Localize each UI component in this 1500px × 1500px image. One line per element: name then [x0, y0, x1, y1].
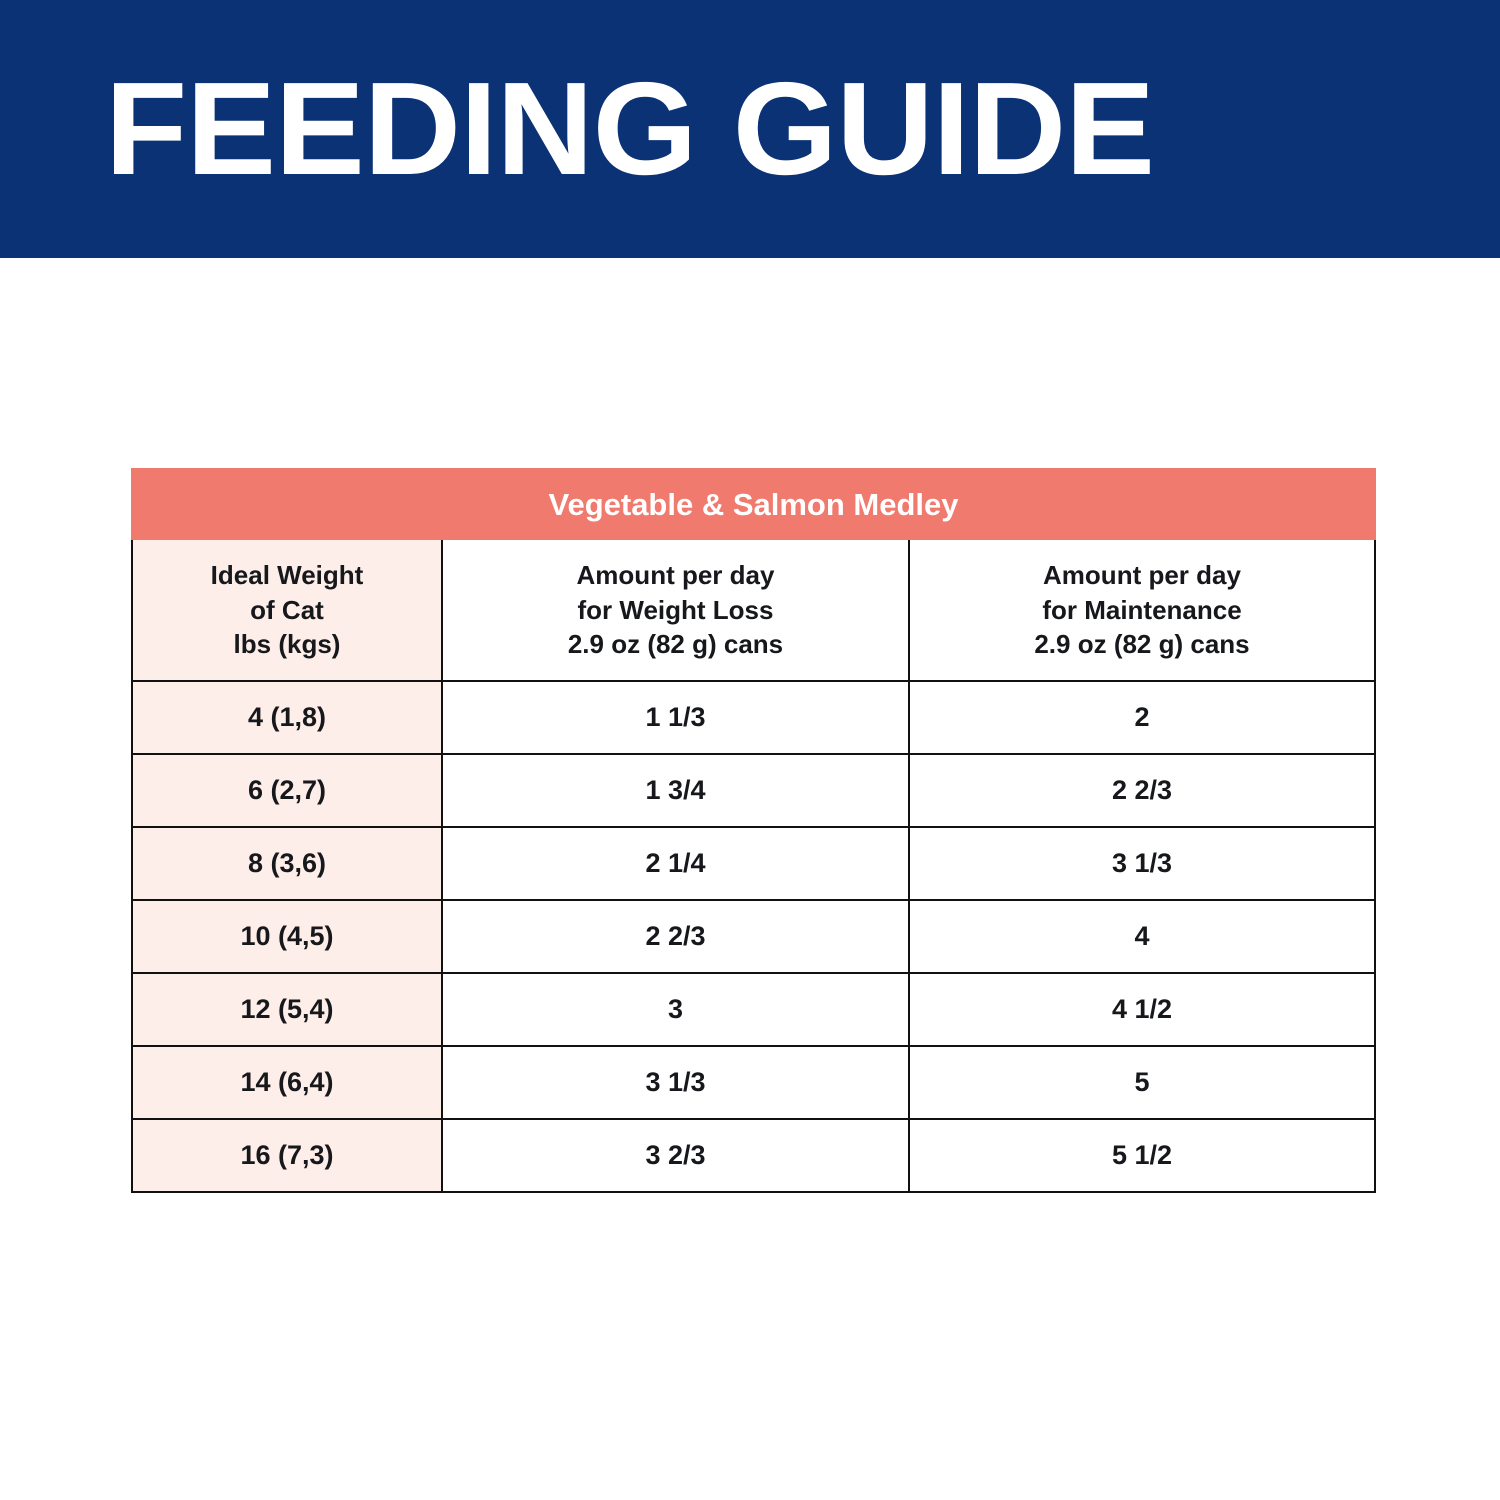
column-header-line: Amount per day	[1043, 560, 1241, 591]
column-header-maintenance	[909, 539, 1375, 681]
column-header-ideal-weight	[132, 539, 442, 681]
cell-maintenance: 5	[909, 1046, 1375, 1119]
cell-ideal-weight: 14 (6,4)	[132, 1046, 442, 1119]
cell-weight-loss: 1 1/3	[442, 681, 909, 754]
feeding-table	[131, 468, 1376, 1193]
cell-weight-loss: 3 2/3	[442, 1119, 909, 1192]
table-row	[132, 754, 1375, 827]
cell-maintenance: 2	[909, 681, 1375, 754]
column-header-line: for Maintenance	[1042, 594, 1242, 625]
cell-maintenance: 4	[909, 900, 1375, 973]
column-header-line: Ideal Weight	[210, 560, 364, 591]
table-row	[132, 827, 1375, 900]
cell-ideal-weight: 10 (4,5)	[132, 900, 442, 973]
table-row	[132, 1046, 1375, 1119]
column-header-line: for Weight Loss	[577, 594, 774, 625]
table-row	[132, 681, 1375, 754]
cell-weight-loss: 1 3/4	[442, 754, 909, 827]
cell-maintenance: 4 1/2	[909, 973, 1375, 1046]
page-title: FEEDING GUIDE	[105, 55, 1155, 202]
product-banner-cell	[132, 469, 1375, 539]
table-row	[132, 973, 1375, 1046]
table-row	[132, 900, 1375, 973]
column-header-line: of Cat	[250, 594, 324, 625]
column-header-line: 2.9 oz (82 g) cans	[1034, 629, 1250, 660]
product-name: Vegetable & Salmon Medley	[548, 486, 959, 522]
table-header-row	[132, 539, 1375, 681]
column-header-line: Amount per day	[576, 560, 775, 591]
column-header-line: 2.9 oz (82 g) cans	[567, 629, 784, 660]
table-row	[132, 1119, 1375, 1192]
table-row-product-banner	[132, 469, 1375, 539]
cell-ideal-weight: 6 (2,7)	[132, 754, 442, 827]
cell-weight-loss: 3	[442, 973, 909, 1046]
cell-ideal-weight: 16 (7,3)	[132, 1119, 442, 1192]
cell-weight-loss: 2 2/3	[442, 900, 909, 973]
cell-ideal-weight: 8 (3,6)	[132, 827, 442, 900]
cell-maintenance: 5 1/2	[909, 1119, 1375, 1192]
cell-ideal-weight: 4 (1,8)	[132, 681, 442, 754]
cell-weight-loss: 3 1/3	[442, 1046, 909, 1119]
cell-weight-loss: 2 1/4	[442, 827, 909, 900]
column-header-weight-loss	[442, 539, 909, 681]
cell-maintenance: 3 1/3	[909, 827, 1375, 900]
header-banner	[0, 0, 1500, 258]
cell-ideal-weight: 12 (5,4)	[132, 973, 442, 1046]
feeding-table-container	[131, 468, 1374, 1193]
column-header-line: lbs (kgs)	[233, 629, 341, 660]
cell-maintenance: 2 2/3	[909, 754, 1375, 827]
